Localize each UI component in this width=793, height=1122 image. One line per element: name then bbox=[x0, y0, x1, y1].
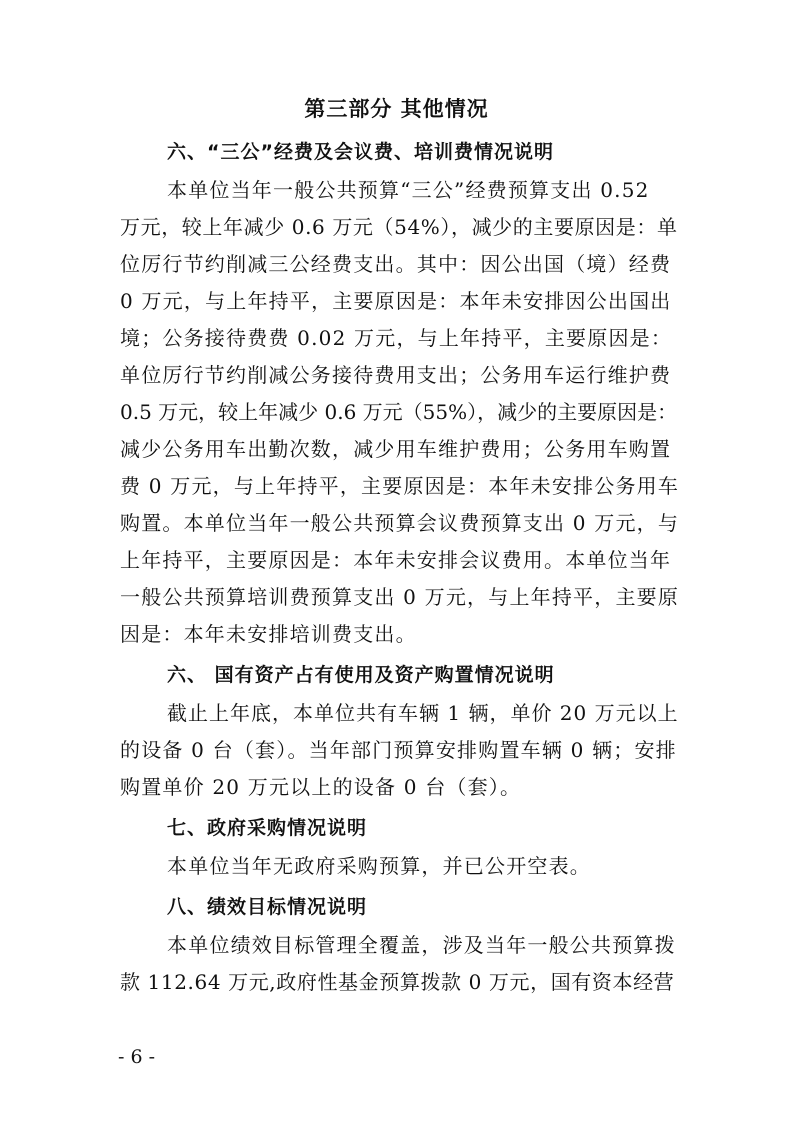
paragraph-line: 截止上年底，本单位共有车辆 1 辆，单价 20 万元以上 bbox=[167, 701, 679, 725]
page-number: - 6 - bbox=[118, 1046, 156, 1068]
paragraph-line: 位厉行节约削减三公经费支出。其中：因公出国（境）经费 bbox=[120, 252, 672, 276]
paragraph-line: 上年持平，主要原因是：本年未安排会议费用。本单位当年 bbox=[120, 548, 672, 572]
paragraph-line: 万元，较上年减少 0.6 万元（54%），减少的主要原因是：单 bbox=[120, 215, 678, 239]
paragraph-line: 费 0 万元，与上年持平，主要原因是：本年未安排公务用车 bbox=[120, 474, 680, 498]
section-heading-performance: 八、绩效目标情况说明 bbox=[167, 896, 368, 918]
paragraph-line: 的设备 0 台（套）。当年部门预算安排购置车辆 0 辆；安排 bbox=[120, 738, 677, 762]
paragraph-line: 境；公务接待费费 0.02 万元，与上年持平，主要原因是： bbox=[120, 326, 673, 350]
paragraph-line: 0.5 万元，较上年减少 0.6 万元（55%），减少的主要原因是： bbox=[120, 400, 678, 424]
section-heading-procurement: 七、政府采购情况说明 bbox=[167, 817, 368, 839]
paragraph-line: 购置单价 20 万元以上的设备 0 台（套）。 bbox=[120, 775, 522, 799]
paragraph-line: 减少公务用车出勤次数，减少用车维护费用；公务用车购置 bbox=[120, 437, 672, 461]
paragraph-line: 单位厉行节约削减公务接待费用支出；公务用车运行维护费 bbox=[120, 363, 672, 387]
paragraph-line: 0 万元，与上年持平，主要原因是：本年未安排因公出国出 bbox=[120, 289, 672, 313]
paragraph-line: 因是：本年未安排培训费支出。 bbox=[120, 622, 417, 646]
page-title: 第三部分 其他情况 bbox=[304, 97, 489, 121]
paragraph-line: 本单位当年一般公共预算“三公”经费预算支出 0.52 bbox=[167, 178, 650, 202]
paragraph-line: 本单位当年无政府采购预算，并已公开空表。 bbox=[167, 854, 591, 878]
section-heading-sangong: 六、“三公”经费及会议费、培训费情况说明 bbox=[167, 141, 554, 163]
section-heading-assets: 六、 国有资产占有使用及资产购置情况说明 bbox=[167, 664, 555, 686]
paragraph-line: 款 112.64 万元,政府性基金预算拨款 0 万元，国有资本经营 bbox=[120, 970, 675, 994]
paragraph-line: 本单位绩效目标管理全覆盖，涉及当年一般公共预算拨 bbox=[167, 933, 676, 957]
paragraph-line: 购置。本单位当年一般公共预算会议费预算支出 0 万元，与 bbox=[120, 511, 680, 535]
paragraph-line: 一般公共预算培训费预算支出 0 万元，与上年持平，主要原 bbox=[120, 585, 680, 609]
